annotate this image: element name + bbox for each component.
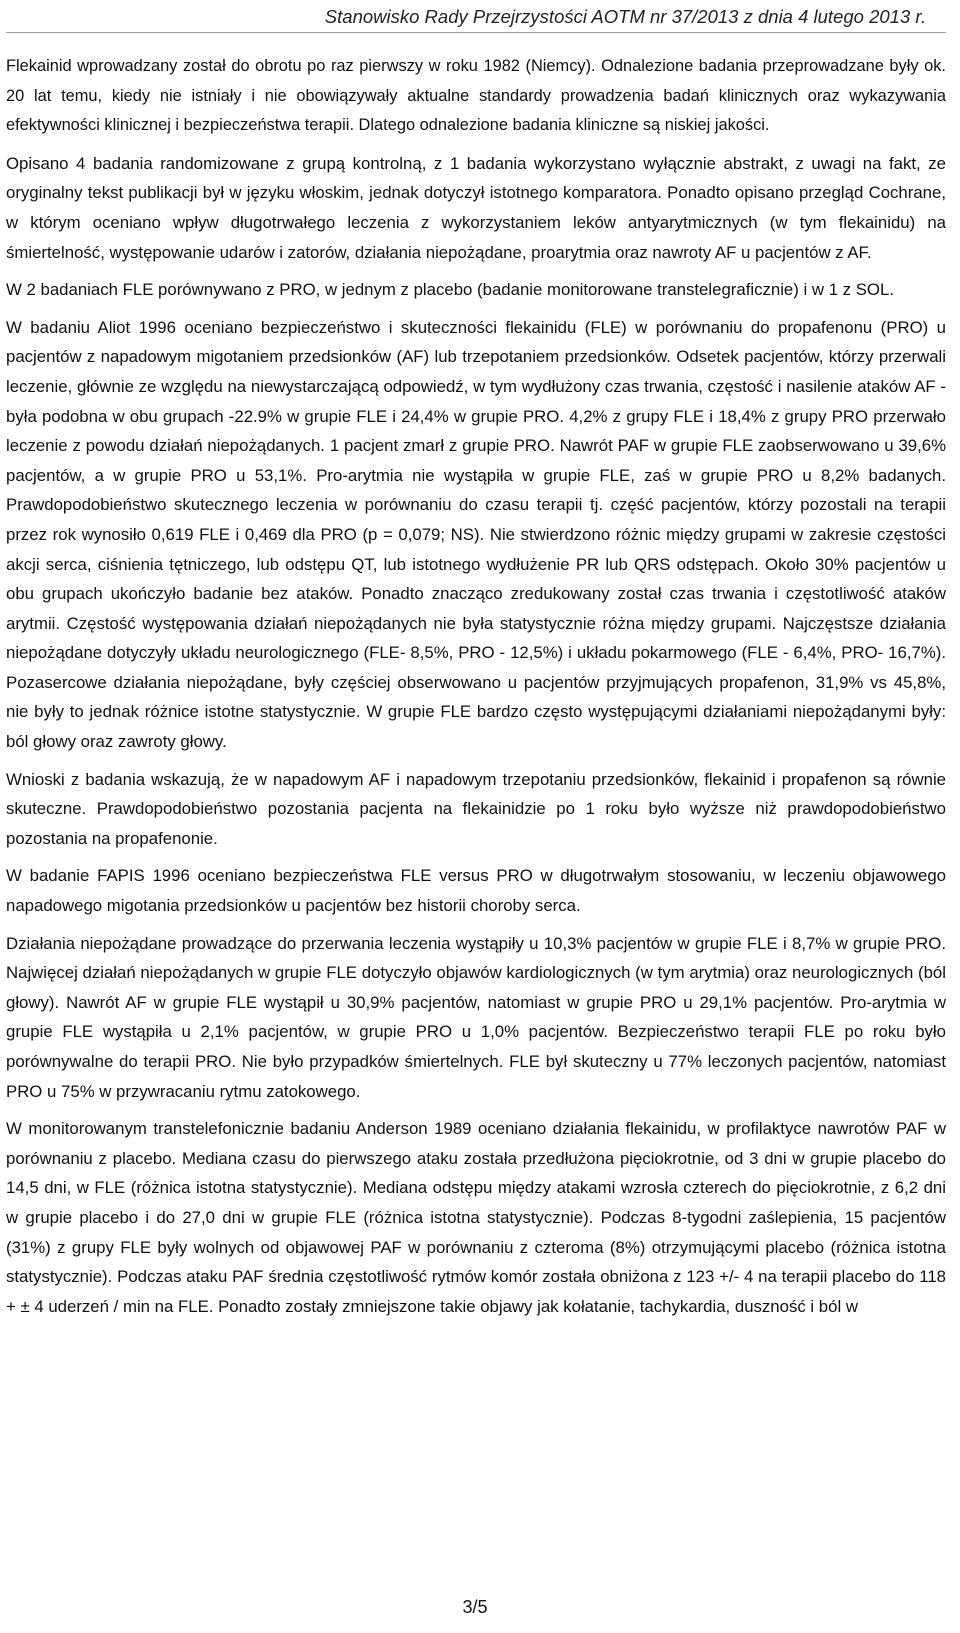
document-body bbox=[6, 52, 946, 1329]
paragraph-comparisons: W 2 badaniach FLE porównywano z PRO, w jednym z placebo (badanie monitorowane transtelegraficznie) i w 1 z SOL. bbox=[6, 280, 894, 300]
paragraph-studies-overview: Opisano 4 badania randomizowane z grupą kontrolną, z 1 badania wykorzystano wyłącznie abstrakt, z uwagi na fakt, ze oryginalny tekst publikacji był w języku włoskim, jednak dotyczył istotnego komparatora. Ponadto opisano przegląd Cochrane, w którym oceniano wpływ długotrwałego leczenia z wykorzystaniem leków antyarytmicznych (w tym flekainidu) na śmiertelność, występowanie udarów i zatorów, działania niepożądane, proarytmia oraz nawroty AF u pacjentów z AF. bbox=[6, 153, 946, 262]
paragraph-adverse-events: Działania niepożądane prowadzące do przerwania leczenia wystąpiły u 10,3% pacjentów w grupie FLE i 8,7% w grupie PRO. Najwięcej działań niepożądanych w grupie FLE dotyczyło objawów kardiologicznych (w tym arytmia) oraz neurologicznych (ból głowy). Nawrót AF w grupie FLE wystąpił u 30,9% pacjentów, natomiast w grupie PRO u 29,1% pacjentów. Pro-arytmia w grupie FLE wystąpiła u 2,1% pacjentów, w grupie PRO u 1,0% pacjentów. Bezpieczeństwo terapii FLE po roku było porównywalne do terapii PRO. Nie było przypadków śmiertelnych. FLE był skuteczny u 77% leczonych pacjentów, natomiast PRO u 75% w przywracaniu rytmu zatokowego. bbox=[6, 933, 946, 1101]
paragraph-anderson-1989: W monitorowanym transtelefonicznie badaniu Anderson 1989 oceniano działania flekainidu, w profilaktyce nawrotów PAF w porównaniu z placebo. Mediana czasu do pierwszego ataku została przedłużona pięciokrotnie, od 3 dni w grupie placebo do 14,5 dni, w FLE (różnica istotna statystycznie). Mediana odstępu między atakami wzrosła czterech do pięciokrotnie, z 6,2 dni w grupie placebo i do 27,0 dni w grupie FLE (różnica istotna statystycznie). Podczas 8-tygodni zaślepienia, 15 pacjentów (31%) z grupy FLE były wolnych od objawowej PAF w porównaniu z czteroma (8%) otrzymującymi placebo (różnica istotna statystycznie). Podczas ataku PAF średnia częstotliwość rytmów komór została obniżona z 123 +/- 4 na terapii placebo do 118 + ± 4 uderzeń / min na FLE. Ponadto zostały zmniejszone takie objawy jak kołatanie, tachykardia, duszność i ból w bbox=[6, 1119, 946, 1316]
paragraph-aliot-1996: W badaniu Aliot 1996 oceniano bezpieczeństwo i skuteczności flekainidu (FLE) w porównaniu do propafenonu (PRO) u pacjentów z napadowym migotaniem przedsionków (AF) lub trzepotaniem przedsionków. Odsetek pacjentów, którzy przerwali leczenie, głównie ze względu na niewystarczającą odpowiedź, w tym wydłużony czas trwania, częstość i nasilenie ataków AF - była podobna w obu grupach -22.9% w grupie FLE i 24,4% w grupie PRO. 4,2% z grupy FLE i 18,4% z grupy PRO przerwało leczenie z powodu działań niepożądanych. 1 pacjent zmarł z grupie PRO. Nawrót PAF w grupie FLE zaobserwowano u 39,6% pacjentów, a w grupie PRO u 53,1%. Pro-arytmia nie wystąpiła w grupie FLE, zaś w grupie PRO u 8,2% badanych. Prawdopodobieństwo skutecznego leczenia w porównaniu do czasu terapii tj. część pacjentów, którzy pozostali na terapii przez rok wynosiło 0,619 FLE i 0,469 dla PRO (p = 0,079; NS). Nie stwierdzono różnic między grupami w zakresie częstości akcji serca, ciśnienia tętniczego, lub odstępu QT, lub istotnego wydłużenie PR lub QRS odstępach. Około 30% pacjentów u obu grupach ukończyło badanie bez ataków. Ponadto znacząco zredukowany został czas trwania i częstotliwość ataków arytmii. Częstość występowania działań niepożądanych nie była statystycznie różna między grupami. Najczęstsze działania niepożądane dotyczyły układu neurologicznego (FLE- 8,5%, PRO - 12,5%) i układu pokarmowego (FLE - 6,4%, PRO- 16,7%). Pozasercowe działania niepożądane, były częściej obserwowano u pacjentów przyjmujących propafenon, 31,9% vs 45,8%, nie były to jednak różnice istotne statystycznie. W grupie FLE bardzo często występującymi działaniami niepożądanymi były: ból głowy oraz zawroty głowy. bbox=[6, 317, 946, 752]
paragraph-conclusions: Wnioski z badania wskazują, że w napadowym AF i napadowym trzepotaniu przedsionków, flekainid i propafenon są równie skuteczne. Prawdopodobieństwo pozostania pacjenta na flekainidzie po 1 roku było wyższe niż prawdopodobieństwo pozostania na propafenonie. bbox=[6, 769, 946, 848]
paragraph-flekainid-history: Flekainid wprowadzany został do obrotu po raz pierwszy w roku 1982 (Niemcy). Odnalezione badania przeprowadzane były ok. 20 lat temu, kiedy nie istniały i nie obowiązywały aktualne standardy prowadzenia badań klinicznych oraz wykazywania efektywności klinicznej i bezpieczeństwa terapii. Dlatego odnalezione badania kliniczne są niskiej jakości. bbox=[6, 57, 946, 135]
document-header: Stanowisko Rady Przejrzystości AOTM nr 37/2013 z dnia 4 lutego 2013 r. bbox=[324, 6, 926, 27]
page-number: 3/5 bbox=[462, 1597, 488, 1617]
header-divider bbox=[6, 32, 946, 33]
paragraph-fapis-1996: W badanie FAPIS 1996 oceniano bezpieczeństwa FLE versus PRO w długotrwałym stosowaniu, w leczeniu objawowego napadowego migotania przedsionków u pacjentów bez historii choroby serca. bbox=[6, 866, 946, 916]
